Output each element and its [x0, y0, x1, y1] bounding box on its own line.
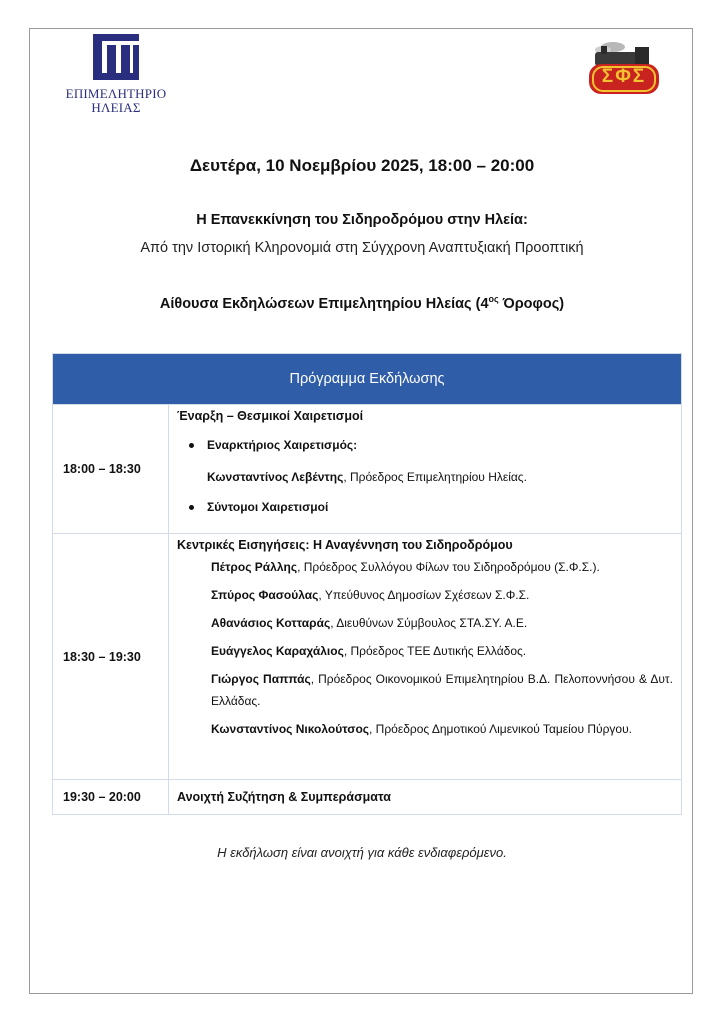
- section-title: Κεντρικές Εισηγήσεις: Η Αναγέννηση του Σιδηροδρόμου: [177, 538, 513, 552]
- venue-floor-suffix: ος: [488, 294, 499, 304]
- speaker-role: , Υπεύθυνος Δημοσίων Σχέσεων Σ.Φ.Σ.: [318, 588, 530, 602]
- content-cell: [169, 405, 682, 534]
- chamber-logo-line2: ΗΛΕΙΑΣ: [91, 100, 141, 115]
- speaker-name: Κωνσταντίνος Λεβέντης: [207, 470, 344, 484]
- speaker-role: , Πρόεδρος Επιμελητηρίου Ηλείας.: [343, 470, 527, 484]
- bullet-item: Σύντομοι Χαιρετισμοί: [177, 500, 673, 514]
- speaker-role: , Πρόεδρος ΤΕΕ Δυτικής Ελλάδος.: [343, 644, 527, 658]
- speaker-line: [177, 718, 673, 740]
- event-title: Η Επανεκκίνηση του Σιδηροδρόμου στην Ηλεία:: [196, 212, 528, 228]
- speaker-line: [177, 466, 673, 488]
- footer-note: Η εκδήλωση είναι ανοιχτή για κάθε ενδιαφερόμενο.: [217, 845, 507, 860]
- speaker-line: [177, 668, 673, 712]
- table-row: [53, 534, 682, 780]
- speaker-name: Ευάγγελος Καραχάλιος: [211, 644, 344, 658]
- event-date: Δευτέρα, 10 Νοεμβρίου 2025, 18:00 – 20:00: [189, 156, 535, 175]
- program-table: [52, 353, 682, 815]
- program-header-row: [53, 354, 682, 405]
- speaker-name: Γιώργος Παππάς: [211, 672, 311, 686]
- program-header: Πρόγραμμα Εκδήλωσης: [53, 354, 682, 405]
- speaker-name: Κωνσταντίνος Νικολούτσος: [211, 722, 370, 736]
- chamber-emblem-icon: [93, 34, 139, 80]
- railway-logo-text: ΣΦΣ: [601, 66, 647, 87]
- venue-main: Αίθουσα Εκδηλώσεων Επιμελητηρίου Ηλείας (4: [159, 296, 489, 312]
- bullet-item: Εναρκτήριος Χαιρετισμός:: [177, 438, 673, 452]
- speaker-name: Αθανάσιος Κοτταράς: [211, 616, 331, 630]
- table-row: [53, 405, 682, 534]
- railway-friends-logo: [583, 38, 665, 98]
- speaker-role: , Πρόεδρος Συλλόγου Φίλων του Σιδηροδρόμου (Σ.Φ.Σ.).: [297, 560, 600, 574]
- section-title: Έναρξη – Θεσμικοί Χαιρετισμοί: [177, 409, 364, 423]
- event-venue: [0, 294, 724, 312]
- venue-end: Όροφος): [498, 296, 565, 312]
- content-cell: [169, 780, 682, 815]
- speaker-line: [177, 640, 673, 662]
- speaker-line: [177, 584, 673, 606]
- event-subtitle: Από την Ιστορική Κληρονομιά στη Σύγχρονη Αναπτυξιακή Προοπτική: [140, 240, 584, 256]
- speaker-name: Σπύρος Φασούλας: [211, 588, 319, 602]
- table-row: [53, 780, 682, 815]
- time-cell: 18:30 – 19:30: [53, 534, 169, 780]
- section-title: Ανοιχτή Συζήτηση & Συμπεράσματα: [177, 790, 391, 804]
- speaker-line: [177, 556, 673, 578]
- chamber-logo-text: [58, 87, 174, 115]
- content-cell: [169, 534, 682, 780]
- speaker-role: , Πρόεδρος Δημοτικού Λιμενικού Ταμείου Πύργου.: [369, 722, 633, 736]
- time-cell: 19:30 – 20:00: [53, 780, 169, 815]
- speaker-role: , Διευθύνων Σύμβουλος ΣΤΑ.ΣΥ. Α.Ε.: [330, 616, 528, 630]
- chamber-logo: [58, 34, 174, 115]
- speaker-role: , Πρόεδρος Οικονομικού Επιμελητηρίου Β.Δ. Πελοποννήσου & Δυτ. Ελλάδας.: [211, 672, 674, 708]
- speaker-name: Πέτρος Ράλλης: [211, 560, 298, 574]
- speaker-line: [177, 612, 673, 634]
- time-cell: 18:00 – 18:30: [53, 405, 169, 534]
- chamber-logo-line1: ΕΠΙΜΕΛΗΤΗΡΙΟ: [65, 86, 167, 101]
